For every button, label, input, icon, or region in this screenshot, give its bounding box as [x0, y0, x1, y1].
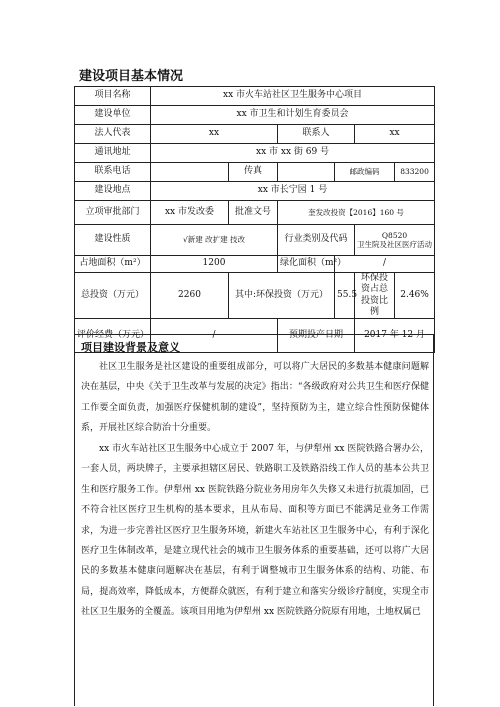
- row-phone: [75, 163, 435, 182]
- row-unit: [75, 106, 435, 125]
- row-approval: [75, 201, 435, 225]
- paragraph-1: 社区卫生服务是社区建设的重要组成部分，可以将广大居民的多数基本健康问题解决在基层，中央《关于卫生改革与发展的决定》指出：“各级政府对公共卫生和医疗保健工作要全面负责，加强医疗保健机制的建设”，坚持预防为主，建立综合性预防保健体系，开展社区综合防治十分重要。: [81, 362, 429, 434]
- background-section: [74, 334, 434, 706]
- row-area: [75, 256, 435, 273]
- industry-value: [355, 225, 435, 256]
- row-nature: [75, 225, 435, 256]
- project-name-label: 项目名称: [75, 87, 151, 106]
- postcode-value: 833200: [395, 163, 435, 182]
- green-area-value: /: [335, 256, 435, 273]
- nature-label: 建设性质: [75, 225, 151, 256]
- approval-dept-label: 立项审批部门: [75, 201, 151, 225]
- row-legal-rep: [75, 125, 435, 144]
- prod-date-value: 2017 年 12 月: [355, 319, 435, 353]
- approval-no-label: 批准文号: [229, 201, 278, 225]
- unit-label: 建设单位: [75, 106, 151, 125]
- row-site: [75, 182, 435, 201]
- legal-rep-label: 法人代表: [75, 125, 151, 144]
- unit-value: xx 市卫生和计划生育委员会: [151, 106, 435, 125]
- postcode-label: 邮政编码: [335, 163, 395, 182]
- total-invest-label: 总投资（万元）: [75, 273, 151, 319]
- site-value: xx 市长宁园 1 号: [151, 182, 435, 201]
- approval-no-value: 奎发改投资【2016】160 号: [278, 201, 435, 225]
- fax-label: 传真: [229, 163, 278, 182]
- land-area-label: 占地面积（m²）: [75, 256, 151, 273]
- page-title: 建设项目基本情况: [79, 69, 184, 84]
- industry-label: 行业类别及代码: [278, 225, 355, 256]
- fax-value: [278, 163, 335, 182]
- phone-value: [151, 163, 229, 182]
- env-ratio-value: 2.46%: [395, 273, 435, 319]
- paragraph-2: xx 市火车站社区卫生服务中心成立于 2007 年，与伊犁州 xx 医院铁路合署办公，一套人员，两块牌子，主要承担辖区居民、铁路职工及铁路沿线工作人员的基本公共卫生和医疗服务工作。伊犁州 xx 医院铁路分院业务用房年久失修又未进行抗震加固，已不符合社区医疗卫生机构的基本要求，且从布局、面积等方面已不能满足业务工作需求，为进一步完善社区医疗卫生服务环境，新建火车站社区卫生服务中心，有利于深化医疗卫生体制改革，是建立现代社会的城市卫生服务体系的重要基础，还可以将广大居民的多数基本健康问题解决在基层，有利于调整城市卫生服务体系的结构、功能、布局，提高效率，降低成本，方便群众就医，有利于建立和落实分级诊疗制度，实现全市社区卫生服务的全覆盖。该项目用地为伊犁州 xx 医院铁路分院原有用地，土地权属已: [81, 444, 429, 618]
- row-project-name: [75, 87, 435, 106]
- site-label: 建设地点: [75, 182, 151, 201]
- legal-rep-value: xx: [151, 125, 278, 144]
- project-name-value: xx 市火车站社区卫生服务中心项目: [151, 87, 435, 106]
- industry-name: 卫生院及社区医疗活动: [357, 240, 433, 249]
- row-investment: [75, 273, 435, 319]
- env-ratio-label: 环保投资占总投资比例: [355, 273, 395, 319]
- section-title: 项目建设背景及意义: [81, 341, 180, 354]
- land-area-value: 1200: [151, 256, 278, 273]
- industry-code: Q8520: [381, 230, 408, 240]
- address-label: 通讯地址: [75, 144, 151, 163]
- address-value: xx 市 xx 街 69 号: [151, 144, 435, 163]
- eval-fee-value: /: [151, 319, 278, 353]
- nature-value: √新建 改扩建 技改: [151, 225, 278, 256]
- prod-date-label: 预期投产日期: [278, 319, 355, 353]
- eval-fee-label: 评价经费（万元）: [75, 319, 151, 353]
- project-info-table: [74, 86, 435, 353]
- total-invest-value: 2260: [151, 273, 229, 319]
- contact-label: 联系人: [278, 125, 355, 144]
- phone-label: 联系电话: [75, 163, 151, 182]
- contact-value: xx: [355, 125, 435, 144]
- approval-dept-value: xx 市发改委: [151, 201, 229, 225]
- green-area-label: 绿化面积（m²）: [278, 256, 335, 273]
- row-address: [75, 144, 435, 163]
- env-invest-value: 55.5: [335, 273, 355, 319]
- env-invest-label: 其中:环保投资（万元）: [229, 273, 335, 319]
